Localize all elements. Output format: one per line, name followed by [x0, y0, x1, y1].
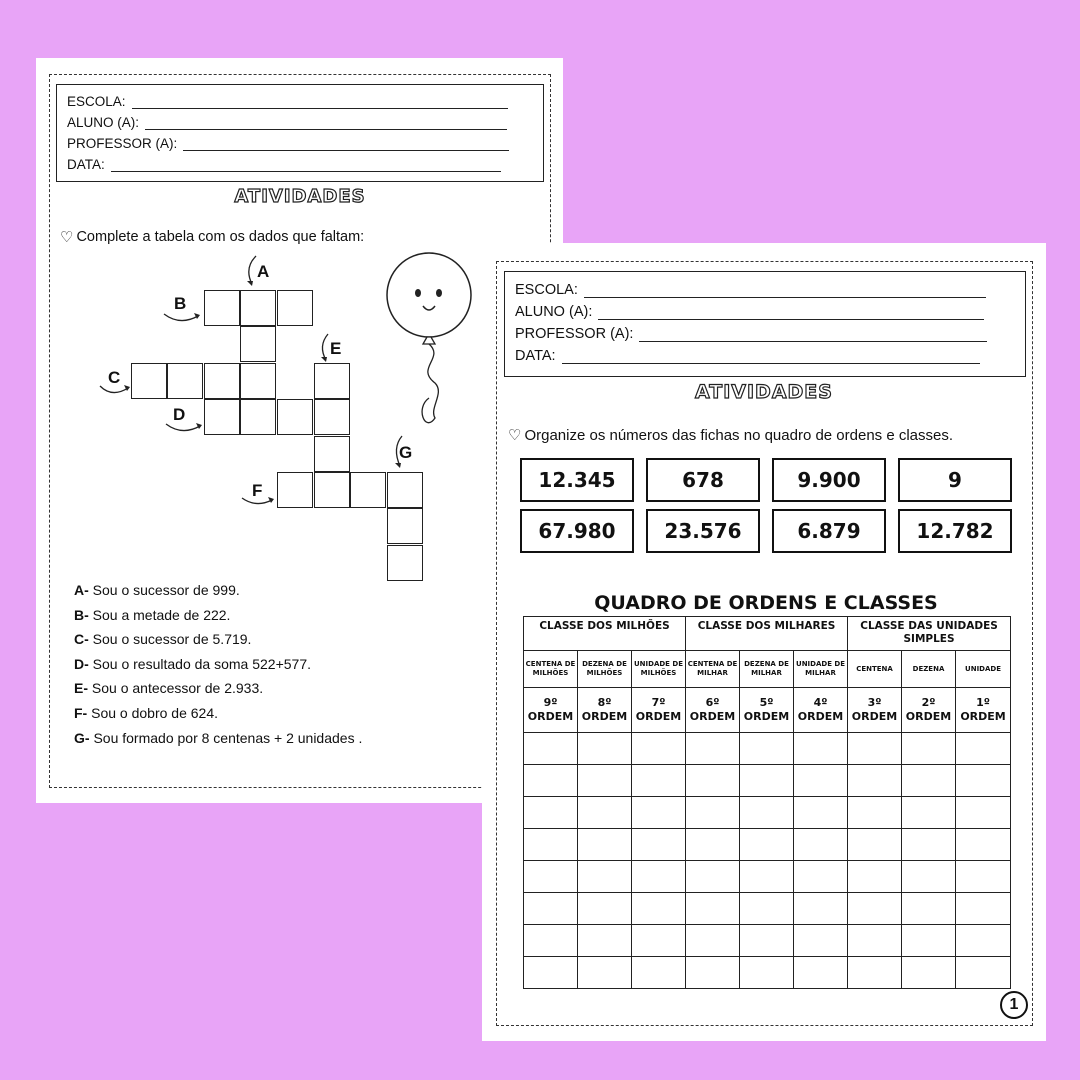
answer-cell[interactable] — [848, 797, 902, 829]
answer-row — [524, 893, 1011, 925]
answer-cell[interactable] — [902, 957, 956, 989]
answer-cell[interactable] — [632, 829, 686, 861]
answer-cell[interactable] — [578, 925, 632, 957]
aluno-line[interactable] — [598, 318, 984, 320]
number-card[interactable]: 6.879 — [772, 509, 886, 553]
crossword-label-a: A — [257, 262, 270, 281]
orders-classes-table — [523, 616, 1011, 989]
order-number: 9º ORDEM — [524, 688, 578, 733]
order-name: CENTENA DE MILHÕES — [524, 651, 578, 688]
class-header: CLASSE DOS MILHARES — [686, 617, 848, 651]
answer-cell[interactable] — [794, 829, 848, 861]
answer-cell[interactable] — [902, 925, 956, 957]
answer-cell[interactable] — [740, 765, 794, 797]
arrow-b-icon — [164, 314, 198, 321]
answer-cell[interactable] — [632, 925, 686, 957]
page-number: 1 — [1000, 991, 1028, 1019]
clue-item: C- Sou o sucessor de 5.719. — [74, 631, 252, 647]
escola-label: ESCOLA: — [67, 94, 126, 109]
sheet2-header-box — [504, 271, 1026, 377]
answer-cell[interactable] — [794, 797, 848, 829]
order-number: 7º ORDEM — [632, 688, 686, 733]
crossword-label-c: C — [108, 368, 121, 387]
answer-cell[interactable] — [524, 925, 578, 957]
answer-cell[interactable] — [902, 861, 956, 893]
answer-cell[interactable] — [578, 893, 632, 925]
answer-cell[interactable] — [524, 829, 578, 861]
crossword-label-g: G — [399, 443, 413, 462]
answer-cell[interactable] — [956, 733, 1011, 765]
sheet1-title: ATIVIDADES — [234, 186, 366, 207]
class-header: CLASSE DOS MILHÕES — [524, 617, 686, 651]
answer-cell[interactable] — [956, 925, 1011, 957]
answer-cell[interactable] — [848, 893, 902, 925]
answer-cell[interactable] — [740, 797, 794, 829]
answer-cell[interactable] — [632, 957, 686, 989]
crossword-label-d: D — [173, 405, 186, 424]
order-name: UNIDADE — [956, 651, 1011, 688]
answer-cell[interactable] — [686, 797, 740, 829]
answer-cell[interactable] — [524, 765, 578, 797]
answer-row — [524, 957, 1011, 989]
order-name: CENTENA DE MILHAR — [686, 651, 740, 688]
order-number: 8º ORDEM — [578, 688, 632, 733]
answer-row — [524, 733, 1011, 765]
answer-cell[interactable] — [902, 733, 956, 765]
answer-cell[interactable] — [794, 893, 848, 925]
answer-cell[interactable] — [686, 829, 740, 861]
order-name: DEZENA — [902, 651, 956, 688]
answer-cell[interactable] — [686, 925, 740, 957]
answer-row — [524, 925, 1011, 957]
answer-cell[interactable] — [956, 797, 1011, 829]
order-name-row — [524, 651, 1011, 688]
arrow-e-icon — [322, 334, 328, 360]
answer-cell[interactable] — [794, 765, 848, 797]
answer-cell[interactable] — [848, 765, 902, 797]
answer-cell[interactable] — [848, 733, 902, 765]
answer-cell[interactable] — [578, 957, 632, 989]
order-number: 1º ORDEM — [956, 688, 1011, 733]
answer-cell[interactable] — [794, 733, 848, 765]
answer-cell[interactable] — [686, 893, 740, 925]
clue-item: G- Sou formado por 8 centenas + 2 unidades . — [74, 730, 363, 746]
answer-cell[interactable] — [848, 829, 902, 861]
data-label: DATA: — [515, 348, 556, 364]
answer-cell[interactable] — [524, 797, 578, 829]
number-card[interactable]: 12.782 — [898, 509, 1012, 553]
answer-cell[interactable] — [524, 893, 578, 925]
answer-cell[interactable] — [740, 733, 794, 765]
data-label: DATA: — [67, 157, 105, 172]
crossword-label-f: F — [252, 481, 263, 500]
answer-cell[interactable] — [740, 925, 794, 957]
escola-line[interactable] — [584, 296, 986, 298]
number-card[interactable]: 9.900 — [772, 458, 886, 502]
arrow-d-icon — [166, 424, 200, 431]
order-number: 6º ORDEM — [686, 688, 740, 733]
answer-cell[interactable] — [578, 765, 632, 797]
answer-rows — [524, 733, 1011, 989]
answer-cell[interactable] — [902, 829, 956, 861]
answer-cell[interactable] — [578, 861, 632, 893]
professor-label: PROFESSOR (A): — [515, 326, 634, 342]
order-name: DEZENA DE MILHAR — [740, 651, 794, 688]
answer-cell[interactable] — [902, 797, 956, 829]
answer-cell[interactable] — [956, 893, 1011, 925]
order-name: CENTENA — [848, 651, 902, 688]
class-header-row — [524, 617, 1011, 651]
arrow-g-icon — [396, 436, 402, 466]
sheet2-professor-row — [515, 326, 987, 342]
number-card[interactable]: 23.576 — [646, 509, 760, 553]
answer-cell[interactable] — [848, 925, 902, 957]
order-number: 5º ORDEM — [740, 688, 794, 733]
answer-cell[interactable] — [740, 861, 794, 893]
number-card[interactable]: 678 — [646, 458, 760, 502]
answer-cell[interactable] — [578, 797, 632, 829]
answer-cell[interactable] — [956, 861, 1011, 893]
answer-cell[interactable] — [632, 733, 686, 765]
answer-cell[interactable] — [740, 829, 794, 861]
aluno-label: ALUNO (A): — [67, 115, 140, 130]
answer-cell[interactable] — [686, 765, 740, 797]
answer-cell[interactable] — [848, 861, 902, 893]
balloon-icon — [385, 248, 475, 438]
sheet2-instruction — [508, 427, 953, 444]
escola-label: ESCOLA: — [515, 282, 578, 298]
order-number: 3º ORDEM — [848, 688, 902, 733]
sheet2-data-row — [515, 348, 980, 364]
answer-cell[interactable] — [524, 861, 578, 893]
professor-line[interactable] — [639, 340, 987, 342]
arrow-a-icon — [249, 256, 256, 284]
instruction-text: Complete a tabela com os dados que faltam: — [76, 229, 365, 245]
arrow-c-icon — [100, 386, 128, 393]
number-card[interactable]: 9 — [898, 458, 1012, 502]
arrow-f-icon — [242, 498, 272, 504]
crossword-label-e: E — [330, 339, 342, 358]
order-name: DEZENA DE MILHÕES — [578, 651, 632, 688]
sheet2-title: ATIVIDADES — [695, 381, 833, 403]
answer-cell[interactable] — [578, 733, 632, 765]
aluno-label: ALUNO (A): — [515, 304, 593, 320]
crossword-arrows — [0, 0, 560, 600]
answer-cell[interactable] — [794, 957, 848, 989]
data-line[interactable] — [562, 362, 980, 364]
answer-cell[interactable] — [686, 733, 740, 765]
clue-item: E- Sou o antecessor de 2.933. — [74, 680, 264, 696]
order-number-row — [524, 688, 1011, 733]
instruction-text: Organize os números das fichas no quadro de ordens e classes. — [524, 427, 954, 444]
answer-cell[interactable] — [902, 893, 956, 925]
order-number: 4º ORDEM — [794, 688, 848, 733]
answer-cell[interactable] — [956, 765, 1011, 797]
answer-cell[interactable] — [632, 893, 686, 925]
number-card[interactable]: 67.980 — [520, 509, 634, 553]
answer-cell[interactable] — [632, 861, 686, 893]
crossword-label-b: B — [174, 294, 187, 313]
heart-icon: ♡ — [60, 228, 74, 246]
clue-item: F- Sou o dobro de 624. — [74, 705, 218, 721]
answer-cell[interactable] — [578, 829, 632, 861]
answer-cell[interactable] — [632, 765, 686, 797]
clue-item: A- Sou o sucessor de 999. — [74, 582, 240, 598]
answer-cell[interactable] — [686, 861, 740, 893]
order-number: 2º ORDEM — [902, 688, 956, 733]
answer-cell[interactable] — [524, 733, 578, 765]
orders-table-title: QUADRO DE ORDENS E CLASSES — [594, 592, 938, 614]
order-name: UNIDADE DE MILHÕES — [632, 651, 686, 688]
clue-item: D- Sou o resultado da soma 522+577. — [74, 656, 311, 672]
professor-label: PROFESSOR (A): — [67, 136, 178, 151]
answer-row — [524, 829, 1011, 861]
class-header: CLASSE DAS UNIDADES SIMPLES — [848, 617, 1011, 651]
answer-cell[interactable] — [956, 957, 1011, 989]
clue-item: B- Sou a metade de 222. — [74, 607, 231, 623]
heart-icon: ♡ — [508, 427, 522, 444]
answer-cell[interactable] — [956, 829, 1011, 861]
answer-cell[interactable] — [902, 765, 956, 797]
answer-cell[interactable] — [848, 957, 902, 989]
sheet2-escola-row — [515, 282, 986, 298]
answer-cell[interactable] — [794, 925, 848, 957]
answer-cell[interactable] — [524, 957, 578, 989]
answer-cell[interactable] — [740, 893, 794, 925]
answer-cell[interactable] — [740, 957, 794, 989]
number-card[interactable]: 12.345 — [520, 458, 634, 502]
sheet2-aluno-row — [515, 304, 984, 320]
answer-row — [524, 861, 1011, 893]
answer-row — [524, 797, 1011, 829]
answer-cell[interactable] — [794, 861, 848, 893]
answer-row — [524, 765, 1011, 797]
order-name: UNIDADE DE MILHAR — [794, 651, 848, 688]
answer-cell[interactable] — [632, 797, 686, 829]
answer-cell[interactable] — [686, 957, 740, 989]
